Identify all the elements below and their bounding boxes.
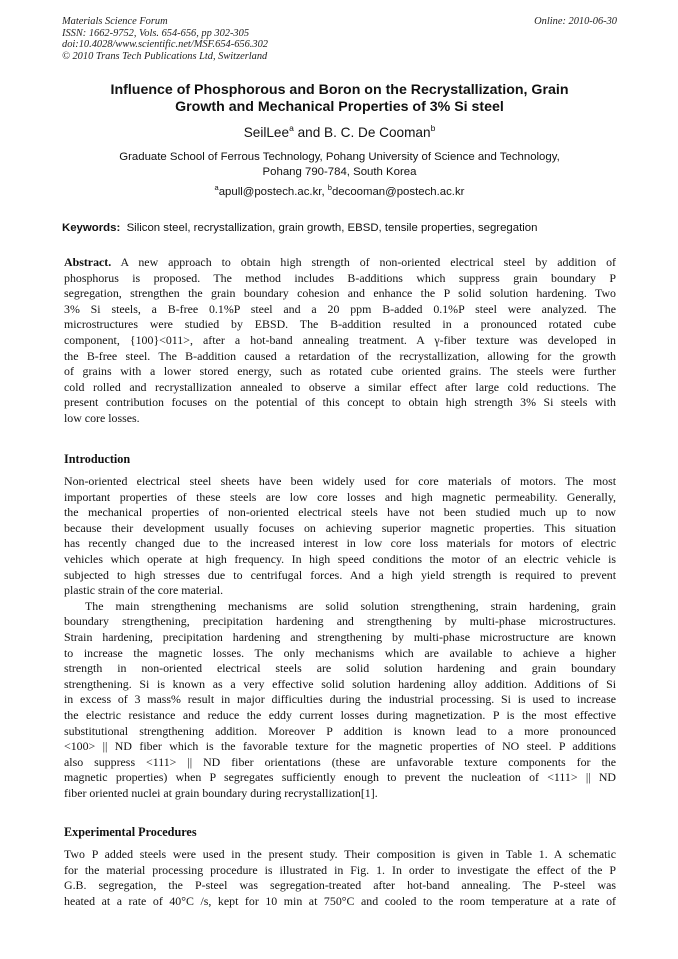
online-date: Online: 2010-06-30 — [534, 16, 617, 27]
abstract-line: present contribution focuses on the potential of this concept to obtain high strength 3% Si steels with — [64, 395, 616, 410]
abstract-line: phosphorus is proposed. The method includes B-additions which suppress grain boundary P — [64, 270, 616, 285]
affiliation — [62, 150, 617, 180]
title-line-1: Influence of Phosphorous and Boron on the Recrystallization, Grain — [110, 82, 569, 98]
intro-line: strength in non-oriented electrical steels are solid solution hardening and grain boundary — [64, 661, 616, 676]
intro-line: vehicles which operate at high frequency. In high speed conditions the motor of an electric vehicle is — [64, 551, 616, 566]
keywords-text: Silicon steel, recrystallization, grain growth, EBSD, tensile properties, segregation — [126, 222, 538, 234]
intro-line: boundary strengthening, precipitation hardening and strengthening by multi-phase microstructures. — [64, 614, 616, 629]
author-emails — [62, 185, 617, 200]
abstract-line: microstructures were studied by EBSD. The B-addition resulted in a pronounced rotated cube — [64, 317, 616, 332]
intro-line: subjected to high stresses due to centrifugal forces. And a high yield strength is required to prevent — [64, 567, 616, 582]
intro-line: has recently changed due to the increased interest in low core loss materials for motors of electric — [64, 536, 616, 551]
intro-line: the mechanical properties of non-oriented electrical steels have not been studied much up to now — [64, 505, 616, 520]
intro-line: plastic strain of the core material. — [64, 583, 224, 598]
author-2-affil-mark: b — [430, 123, 436, 133]
intro-line: because their development usually focuses on achieving superior magnetic properties. This situation — [64, 520, 616, 535]
email-2: decooman@postech.ac.kr — [331, 186, 465, 198]
author-1-affil-mark: a — [289, 123, 294, 133]
email-mark-b: b — [327, 183, 332, 192]
author-separator: and — [293, 125, 325, 140]
experimental-line: heated at a rate of 40°C /s, kept for 10 min at 750°C and cooled to the room temperature at a rate of — [64, 893, 616, 908]
affiliation-line-1: Graduate School of Ferrous Technology, Pohang University of Science and Technology, — [119, 151, 560, 163]
paper-title — [62, 82, 617, 116]
intro-line: also suppress <111> || ND fiber orientations (these are unfavorable texture components for the — [64, 754, 616, 769]
intro-line: Non-oriented electrical steel sheets have been widely used for core materials of motors. The most — [64, 474, 616, 488]
journal-name: Materials Science Forum — [62, 16, 168, 27]
keywords-label: Keywords: — [62, 222, 121, 234]
intro-line: strengthening. Si is known as a very effective solid solution hardening alloy addition. Additions of Si — [64, 676, 616, 691]
abstract-label: Abstract. — [64, 255, 112, 269]
experimental-heading: Experimental Procedures — [64, 825, 197, 839]
experimental-line: G.B. segregation, the P-steel was segregation-treated after hot-band annealing. The P-steel was — [64, 878, 616, 893]
intro-line: fiber oriented nuclei at grain boundary during recrystallization[1]. — [64, 785, 378, 800]
intro-line: <100> || ND fiber which is the favorable texture for the magnetic properties of NO steel. P additions — [64, 739, 616, 754]
author-list — [62, 124, 617, 141]
email-1: apull@postech.ac.kr, — [218, 186, 328, 198]
abstract-line: Abstract. A new approach to obtain high strength of non-oriented electrical steel by addition of — [64, 255, 616, 269]
copyright-line: © 2010 Trans Tech Publications Ltd, Switzerland — [62, 50, 268, 62]
abstract-line: segregation, strengthen the grain boundary cohesion and enhance the P solid solution hardening. Two — [64, 286, 616, 301]
abstract-line: component, {100}<011>, after a hot-band annealing treatment. A γ-fiber texture was developed in — [64, 332, 616, 347]
intro-line: The main strengthening mechanisms are solid solution strengthening, strain hardening, grain — [85, 598, 616, 613]
intro-line: Strain hardening, precipitation hardening and strengthening by multi-phase microstructure are known — [64, 629, 616, 644]
abstract-line: 3% Si steels, a B-free 0.1%P steel and a 20 ppm B-added 0.1%P steel were analyzed. The — [64, 301, 616, 316]
issn-line: ISSN: 1662-9752, Vols. 654-656, pp 302-305 — [62, 27, 250, 39]
intro-line: in excess of 3 mass% result in major difficulties during the industrial processing. Si is used to increase — [64, 692, 616, 707]
doi-line: doi:10.4028/www.scientific.net/MSF.654-656.302 — [62, 39, 268, 51]
intro-line: magnetic properties) when P segregates sufficiently enough to prevent the nucleation of <111> || ND — [64, 770, 616, 785]
intro-line: important properties of these steels are low core losses and high magnetic permeability. Generally, — [64, 489, 616, 504]
email-mark-a: a — [214, 183, 219, 192]
abstract-line: cold rolled and recrystallization annealed to observe a similar effect after large cold reductions. The — [64, 379, 616, 394]
intro-line: the electric resistance and reduce the eddy current losses during magnetization. P is the most effective — [64, 707, 616, 722]
affiliation-line-2: Pohang 790-784, South Korea — [262, 166, 417, 178]
author-1: SeilLee — [243, 125, 290, 140]
author-2: B. C. De Cooman — [324, 125, 431, 140]
abstract-line: of grains with a lower stored energy, such as rotated cube oriented grains. The steels were further — [64, 364, 616, 379]
introduction-heading: Introduction — [64, 452, 131, 466]
intro-line: to increase the magnetic losses. The only mechanisms which are available to achieve a higher — [64, 645, 616, 660]
experimental-body — [64, 847, 616, 909]
intro-line: substitutional strengthening addition. Moreover P addition is known lead to a more pronounced — [64, 723, 616, 738]
introduction-body — [64, 474, 616, 801]
abstract-line: the B-free steel. The B-addition caused a retardation of the recrystallization, allowing for the growth — [64, 348, 616, 363]
journal-header — [62, 16, 617, 62]
abstract — [64, 255, 616, 427]
keywords — [62, 221, 622, 236]
abstract-line: low core losses. — [64, 410, 140, 425]
experimental-line: Two P added steels were used in the present study. Their composition is given in Table 1. A schematic — [64, 847, 616, 861]
title-line-2: Growth and Mechanical Properties of 3% Si steel — [175, 99, 504, 115]
experimental-line: for the material processing procedure is illustrated in Fig. 1. In order to investigate the effect of the P — [64, 862, 616, 877]
